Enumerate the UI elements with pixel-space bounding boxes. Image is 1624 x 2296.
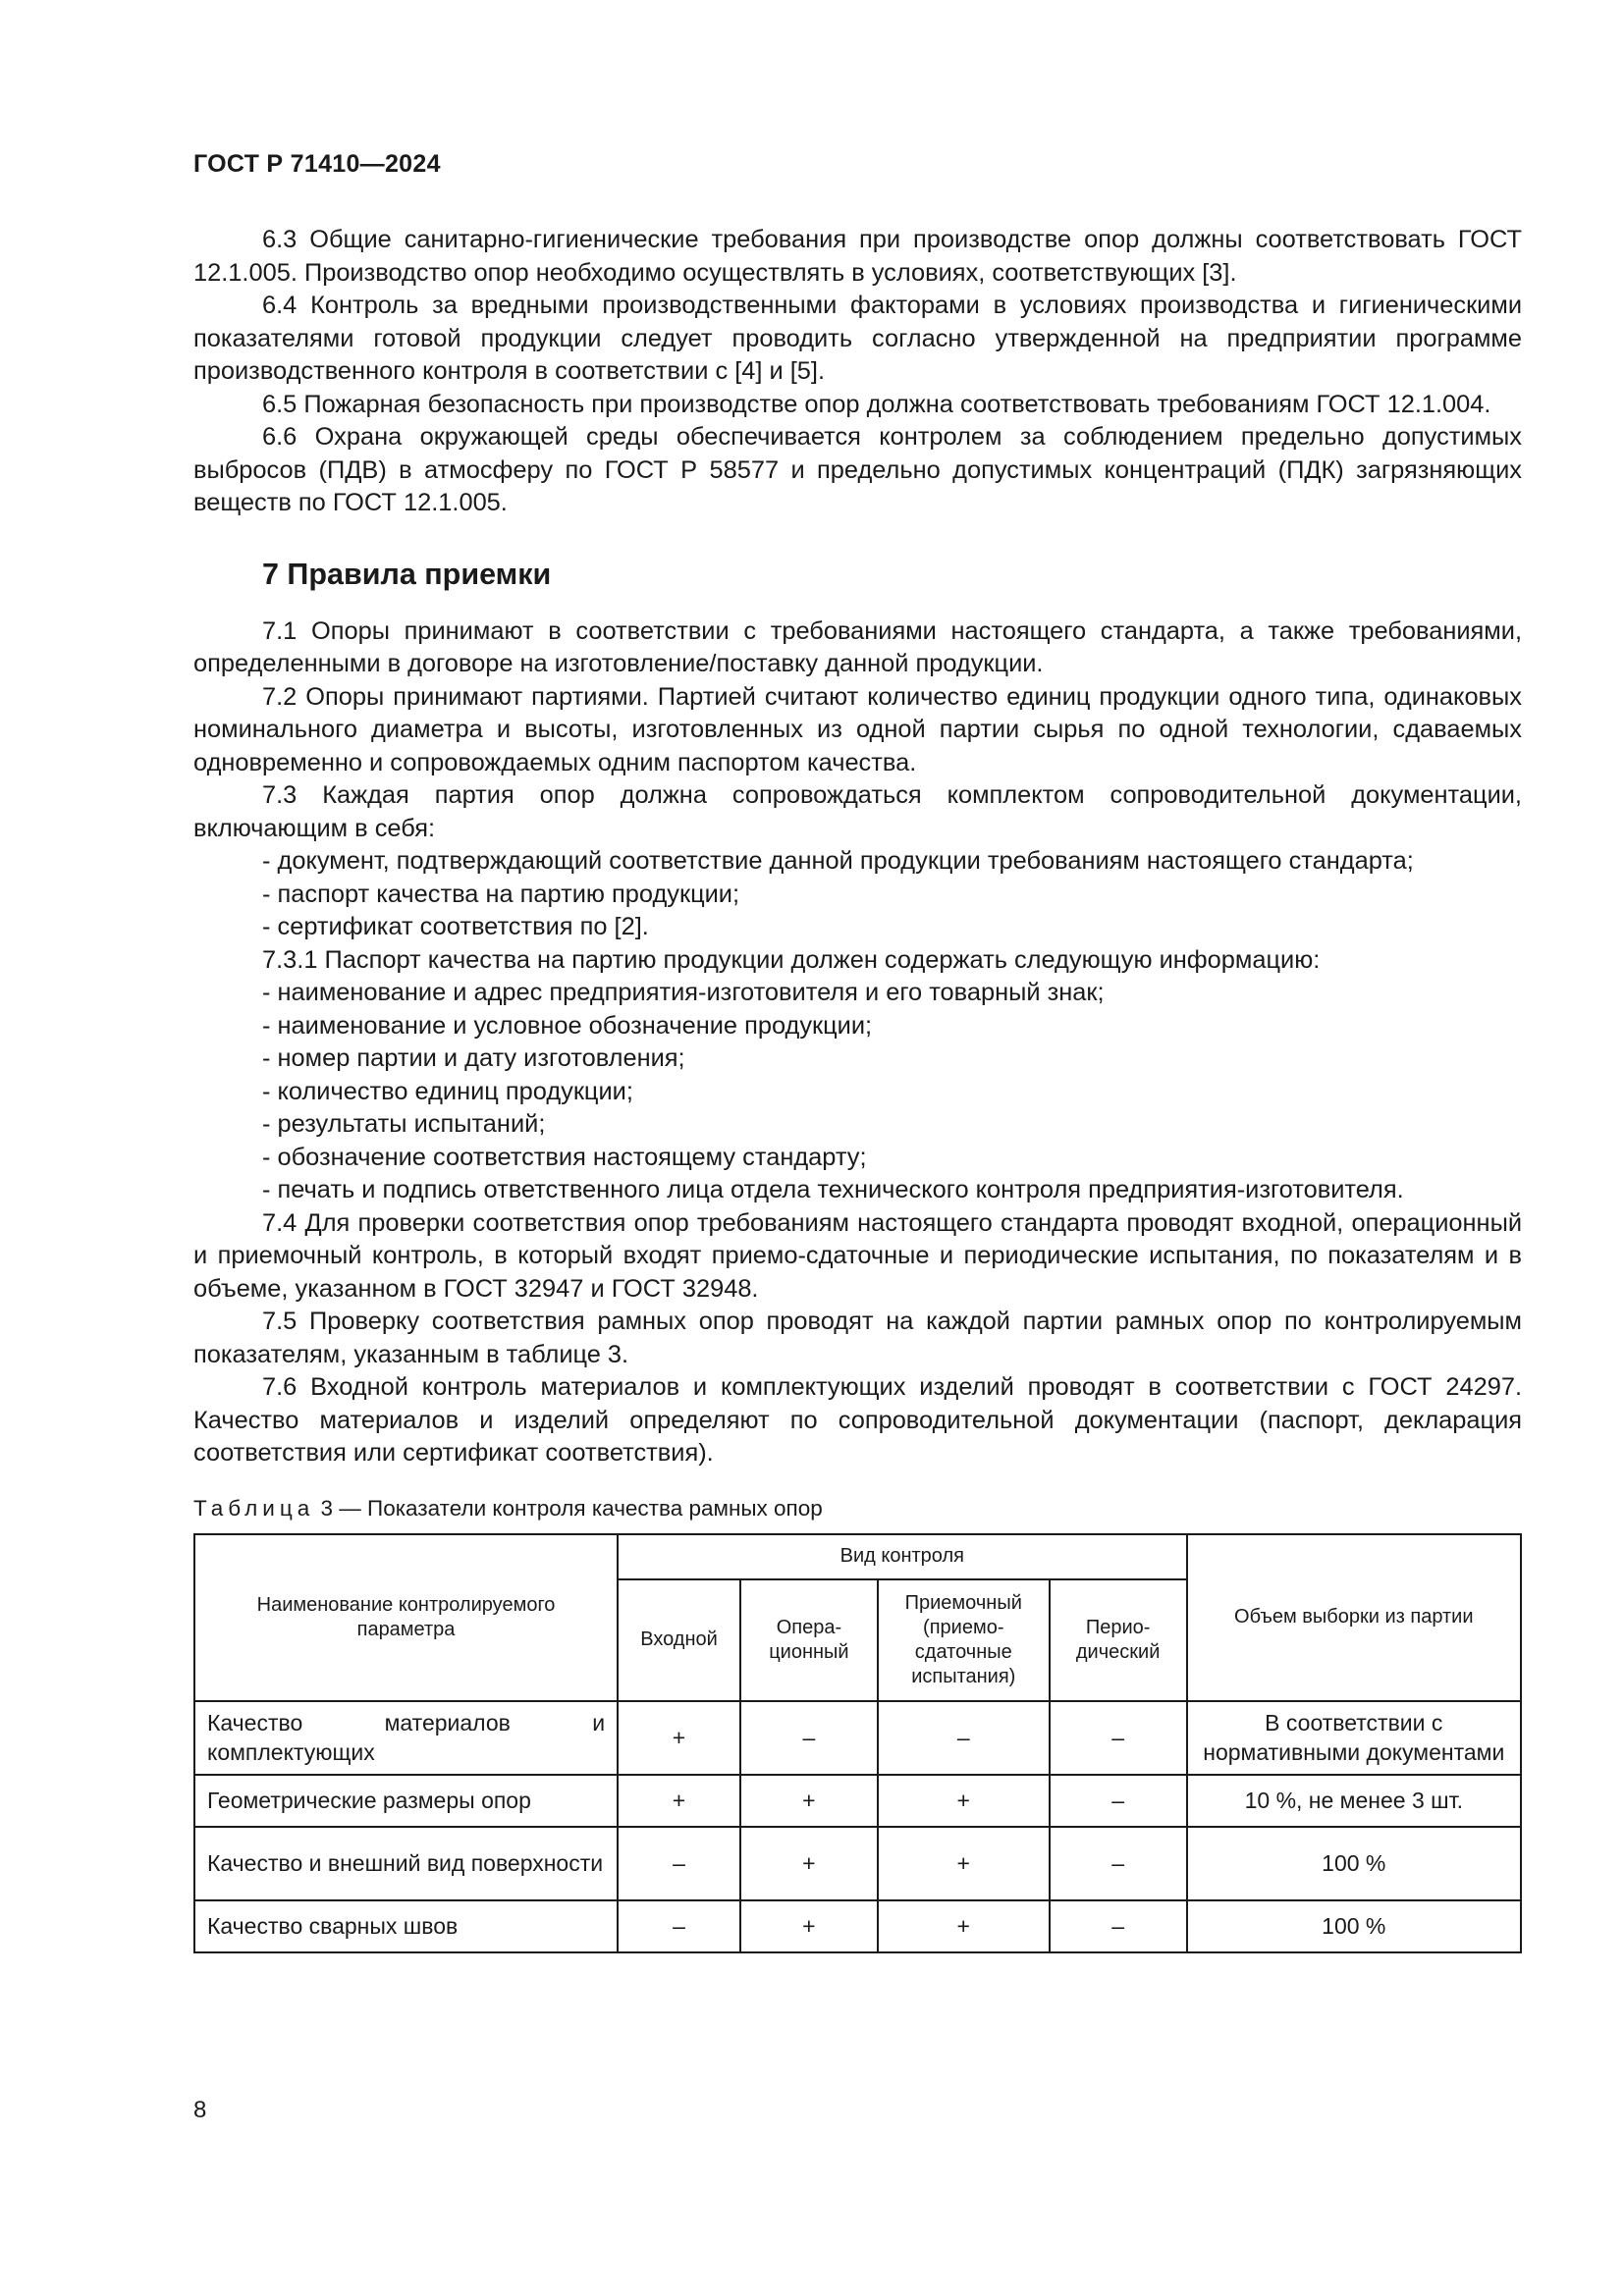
paragraph-7-3-1: 7.3.1 Паспорт качества на партию продукции должен содержать следующую информацию: [262,945,1321,974]
cell-sample: В соответствии с нормативными документами [1187,1701,1521,1775]
header-sample: Объем выборки из партии [1187,1534,1521,1701]
paragraph-7-1: 7.1 Опоры принимают в соответствии с требованиями настоящего стандарта, а также требованиями, определенными в договоре на изготовление/поставку данной продукции. [193,616,1522,677]
page-content [193,224,1522,1953]
paragraph-7-4: 7.4 Для проверки соответствия опор требованиям настоящего стандарта проводят входной, операционный и приемочный контроль, в который входят приемо-сдаточные и периодические испытания, по показателям и в объеме, указанном в ГОСТ 32947 и ГОСТ 32948. [193,1208,1522,1303]
table-row [194,1827,1521,1900]
list-item: - обозначение соответствия настоящему стандарту; [262,1143,867,1171]
paragraph-6-5: 6.5 Пожарная безопасность при производстве опор должна соответствовать требованиям ГОСТ 12.1.004. [262,390,1491,418]
cell-incoming: – [618,1827,740,1900]
cell-param: Качество материалов и комплектующих [194,1701,618,1775]
table-row [194,1701,1521,1775]
paragraph-7-3: 7.3 Каждая партия опор должна сопровождаться комплектом сопроводительной документации, включающим в себя: [193,781,1522,842]
section-title: 7 Правила приемки [262,557,552,591]
cell-param: Геометрические размеры опор [194,1775,618,1827]
list-item: - наименование и адрес предприятия-изготовителя и его товарный знак; [262,979,1105,1006]
list-item: - паспорт качества на партию продукции; [262,880,740,908]
cell-operational: + [740,1900,878,1952]
paragraph-6-4: 6.4 Контроль за вредными производственными факторами в условиях производства и гигиеническими показателями готовой продукции следует проводить согласно утвержденной на предприятии программе производственного контроля в соответствии с [4] и [5]. [193,292,1522,385]
cell-sample: 10 %, не менее 3 шт. [1187,1775,1521,1827]
list-item: - номер партии и дату изготовления; [262,1044,685,1072]
page-number: 8 [193,2097,207,2123]
cell-acceptance: + [878,1775,1050,1827]
cell-periodic: – [1050,1827,1187,1900]
cell-operational: + [740,1775,878,1827]
header-param: Наименование контролируемого параметра [194,1534,618,1701]
list-item: - наименование и условное обозначение продукции; [262,1011,873,1040]
paragraph-6-6: 6.6 Охрана окружающей среды обеспечивается контролем за соблюдением предельно допустимых выбросов (ПДВ) в атмосферу по ГОСТ Р 58577 и предельно допустимых концентраций (ПДК) загрязняющих веществ по ГОСТ 12.1.005. [193,423,1522,516]
table-caption-word: Таблица [193,1495,315,1521]
cell-param: Качество и внешний вид поверхности [194,1827,618,1900]
cell-acceptance: + [878,1900,1050,1952]
table-row [194,1900,1521,1952]
list-item: - печать и подпись ответственного лица отдела технического контроля предприятия-изготовителя. [262,1176,1404,1203]
header-acceptance: Приемочный (приемо-сдаточные испытания) [878,1579,1050,1701]
cell-incoming: + [618,1775,740,1827]
cell-sample: 100 % [1187,1827,1521,1900]
table-caption-text: 3 — Показатели контроля качества рамных опор [320,1495,823,1521]
cell-param: Качество сварных швов [194,1900,618,1952]
header-periodic: Перио-дический [1050,1579,1187,1701]
header-control-type: Вид контроля [618,1534,1187,1579]
header-operational: Опера-ционный [740,1579,878,1701]
cell-acceptance: – [878,1701,1050,1775]
cell-acceptance: + [878,1827,1050,1900]
quality-control-table [193,1533,1522,1953]
list-item: - сертификат соответствия по [2]. [262,913,649,940]
cell-sample: 100 % [1187,1900,1521,1952]
cell-operational: + [740,1827,878,1900]
header-incoming: Входной [618,1579,740,1701]
cell-periodic: – [1050,1900,1187,1952]
cell-incoming: + [618,1701,740,1775]
paragraph-7-5: 7.5 Проверку соответствия рамных опор проводят на каждой партии рамных опор по контролируемым показателям, указанным в таблице 3. [193,1308,1522,1368]
table-caption [193,1494,1522,1523]
table-row [194,1775,1521,1827]
paragraph-7-2: 7.2 Опоры принимают партиями. Партией считают количество единиц продукции одного типа, одинаковых номинального диаметра и высоты, изготовленных из одной партии сырья по одной технологии, сдаваемых одновременно и сопровождаемых одним паспортом качества. [193,682,1522,776]
list-item: - количество единиц продукции; [262,1077,633,1105]
cell-periodic: – [1050,1775,1187,1827]
list-item: - документ, подтверждающий соответствие данной продукции требованиям настоящего стандарта; [262,847,1414,875]
cell-incoming: – [618,1900,740,1952]
cell-periodic: – [1050,1701,1187,1775]
paragraph-6-3: 6.3 Общие санитарно-гигиенические требования при производстве опор должны соответствовать ГОСТ 12.1.005. Производство опор необходимо осуществлять в условиях, соответствующих [3]. [193,226,1522,287]
paragraph-7-6: 7.6 Входной контроль материалов и комплектующих изделий проводят в соответствии с ГОСТ 24297. Качество материалов и изделий определяют по сопроводительной документации (паспорт, декларация соответствия или сертификат соответствия). [193,1373,1522,1467]
cell-operational: – [740,1701,878,1775]
document-header: ГОСТ Р 71410—2024 [193,150,441,178]
list-item: - результаты испытаний; [262,1110,546,1138]
